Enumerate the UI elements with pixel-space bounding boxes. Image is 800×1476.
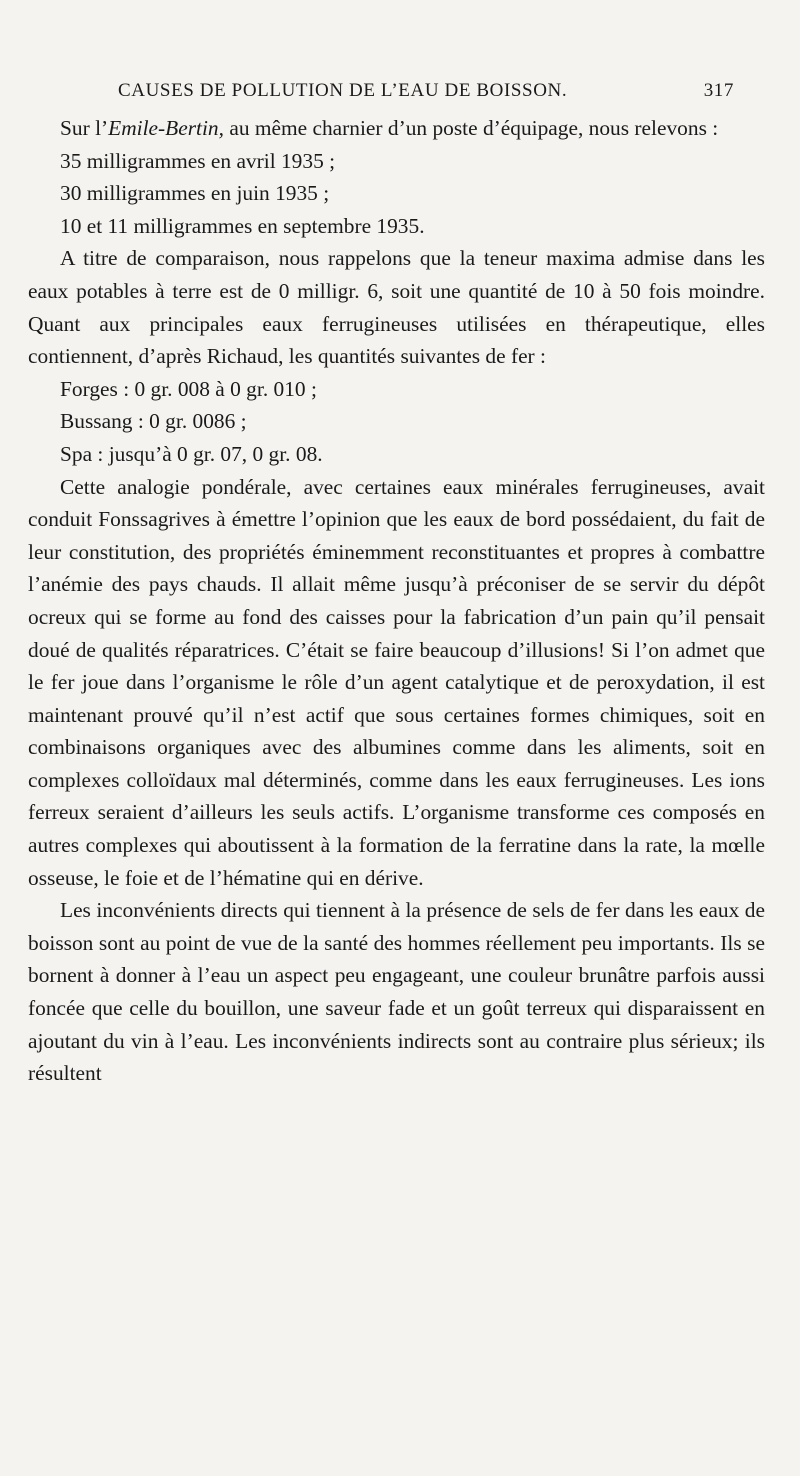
page-number: 317 — [703, 80, 734, 101]
list-item: Spa : jusqu’à 0 gr. 07, 0 gr. 08. — [60, 441, 323, 466]
list-item: 35 milligrammes en avril 1935 ; — [60, 148, 336, 173]
measurements-list — [28, 145, 765, 243]
running-title: CAUSES DE POLLUTION DE L’EAU DE BOISSON. — [118, 80, 568, 101]
page-body — [28, 112, 765, 1090]
list-item: Forges : 0 gr. 008 à 0 gr. 010 ; — [60, 376, 317, 401]
intro-text-end: au même charnier d’un poste d’équipage, nous relevons : — [223, 116, 719, 140]
intro-text-start: Sur l’ — [60, 116, 109, 140]
ship-name: Emile-Bertin, — [108, 116, 224, 140]
paragraph-intro — [28, 112, 765, 145]
paragraph-comparison: A titre de comparaison, nous rappelons que la teneur maxima admise dans les eaux potables à terre est de 0 milligr. 6, soit une quantité de 10 à 50 fois moindre. Quant aux principales eaux ferrugineuses utilisées en thérapeutique, elles contiennent, d’après Richaud, les quantités suivantes de fer : — [28, 246, 765, 369]
paragraph-analogy: Cette analogie pondérale, avec certaines eaux minérales ferrugineuses, avait conduit Fonssagrives à émettre l’opinion que les eaux de bord possédaient, du fait de leur constitution, des propriétés éminemment reconstituantes et propres à combattre l’anémie des pays chauds. Il allait même jusqu’à préconiser de se servir du dépôt ocreux qui se forme au fond des caisses pour la fabrication d’un pain qu’il pensait doué de qualités réparatrices. C’était se faire beaucoup d’illusions! Si l’on admet que le fer joue dans l’organisme le rôle d’un agent catalytique et de peroxydation, il est maintenant prouvé qu’il n’est actif que sous certaines formes chimiques, soit en combinaisons organiques avec des albumines comme dans les aliments, soit en complexes colloïdaux mal déterminés, comme dans les eaux ferrugineuses. Les ions ferreux seraient d’ailleurs les seuls actifs. L’organisme transforme ces composés en autres complexes qui aboutissent à la formation de la ferratine dans la rate, la mœlle osseuse, le foie et de l’hématine qui en dérive. — [28, 474, 765, 890]
paragraph-inconvenients: Les inconvénients directs qui tiennent à la présence de sels de fer dans les eaux de boisson sont au point de vue de la santé des hommes réellement peu importants. Ils se bornent à donner à l’eau un aspect peu engageant, une couleur brunâtre parfois aussi foncée que celle du bouillon, une saveur fade et un goût terreux qui disparaissent en ajoutant du vin à l’eau. Les inconvénients indirects sont au contraire plus sérieux; ils résultent — [28, 898, 765, 1086]
list-item: 30 milligrammes en juin 1935 ; — [60, 181, 330, 206]
mineral-waters-list — [28, 373, 765, 471]
list-item: 10 et 11 milligrammes en septembre 1935. — [60, 213, 425, 238]
list-item: Bussang : 0 gr. 0086 ; — [60, 409, 247, 434]
